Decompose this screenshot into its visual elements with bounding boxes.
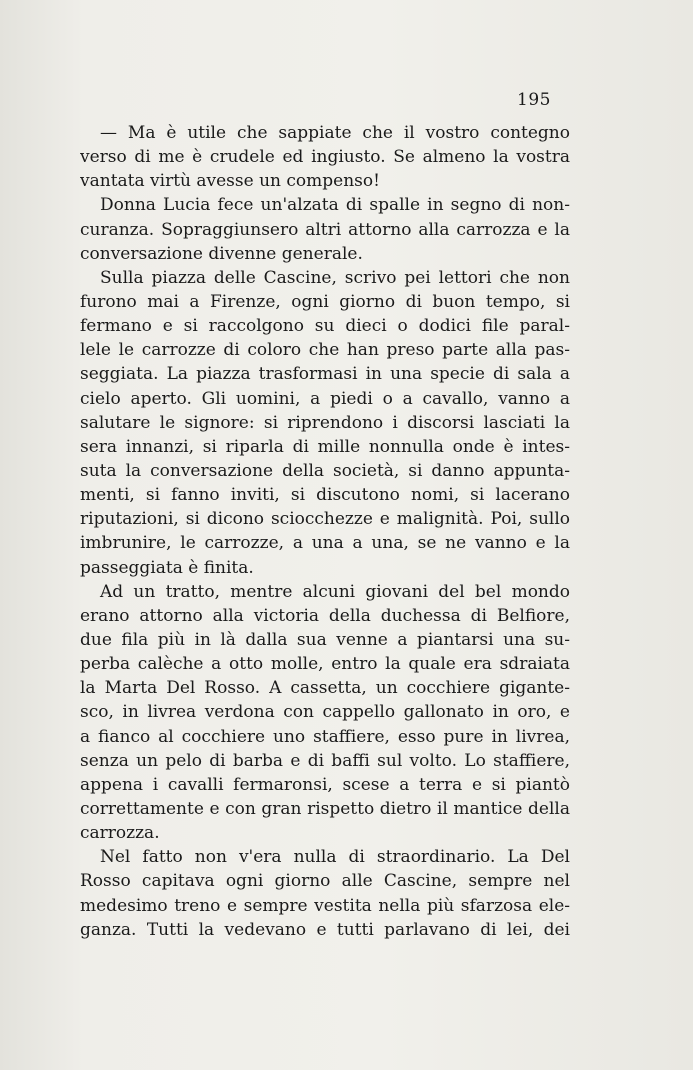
text-line: vantata virtù avesse un compenso!	[80, 171, 380, 192]
text-line: passeggiata è finita.	[80, 557, 254, 578]
text-line: due fila più in là dalla sua venne a piantarsi una su-	[80, 629, 570, 650]
text-line: Nel fatto non v'era nulla di straordinario. La Del	[100, 847, 570, 868]
text-line: Donna Lucia fece un'alzata di spalle in segno di non-	[100, 195, 570, 216]
text-line: senza un pelo di barba e di baffi sul volto. Lo staffiere,	[80, 750, 570, 771]
text-line: sco, in livrea verdona con cappello gallonato in oro, e	[80, 702, 570, 723]
text-line: menti, si fanno inviti, si discutono nomi, si lacerano	[80, 485, 570, 506]
page-number: 195	[517, 90, 551, 110]
text-line: ganza. Tutti la vedevano e tutti parlavano di lei, dei	[80, 919, 570, 940]
text-line: sera innanzi, si riparla di mille nonnulla onde è intes-	[80, 436, 570, 457]
text-line: cielo aperto. Gli uomini, a piedi o a cavallo, vanno a	[80, 388, 570, 409]
text-line: appena i cavalli fermaronsi, scese a terra e si piantò	[80, 774, 570, 795]
text-line: fermano e si raccolgono su dieci o dodici file paral-	[80, 316, 570, 337]
body-text	[80, 121, 570, 942]
text-line: conversazione divenne generale.	[80, 243, 363, 264]
text-line: — Ma è utile che sappiate che il vostro contegno	[100, 123, 570, 143]
text-line: riputazioni, si dicono sciocchezze e malignità. Poi, sullo	[80, 509, 570, 530]
text-line: medesimo treno e sempre vestita nella più sfarzosa ele-	[80, 895, 570, 916]
text-line: Rosso capitava ogni giorno alle Cascine, sempre nel	[80, 871, 570, 892]
text-line: furono mai a Firenze, ogni giorno di buon tempo, si	[80, 291, 570, 312]
text-line: la Marta Del Rosso. A cassetta, un cocchiere gigante-	[80, 678, 570, 699]
text-line: suta la conversazione della società, si danno appunta-	[80, 460, 570, 481]
text-line: lele le carrozze di coloro che han preso parte alla pas-	[80, 340, 570, 361]
text-line: carrozza.	[80, 823, 160, 844]
text-line: salutare le signore: si riprendono i discorsi lasciati la	[80, 412, 570, 433]
text-line: correttamente e con gran rispetto dietro il mantice della	[80, 798, 570, 819]
text-line: imbrunire, le carrozze, a una a una, se ne vanno e la	[80, 533, 570, 554]
text-line: erano attorno alla victoria della duchessa di Belfiore,	[80, 605, 570, 626]
text-line: seggiata. La piazza trasformasi in una specie di sala a	[80, 364, 570, 385]
text-line: Ad un tratto, mentre alcuni giovani del bel mondo	[100, 581, 570, 602]
text-line: a fianco al cocchiere uno staffiere, esso pure in livrea,	[80, 726, 570, 747]
text-line: perba calèche a otto molle, entro la quale era sdraiata	[80, 654, 570, 675]
text-line: curanza. Sopraggiunsero altri attorno alla carrozza e la	[80, 219, 570, 240]
text-line: Sulla piazza delle Cascine, scrivo pei lettori che non	[100, 267, 570, 288]
text-line: verso di me è crudele ed ingiusto. Se almeno la vostra	[80, 147, 570, 168]
